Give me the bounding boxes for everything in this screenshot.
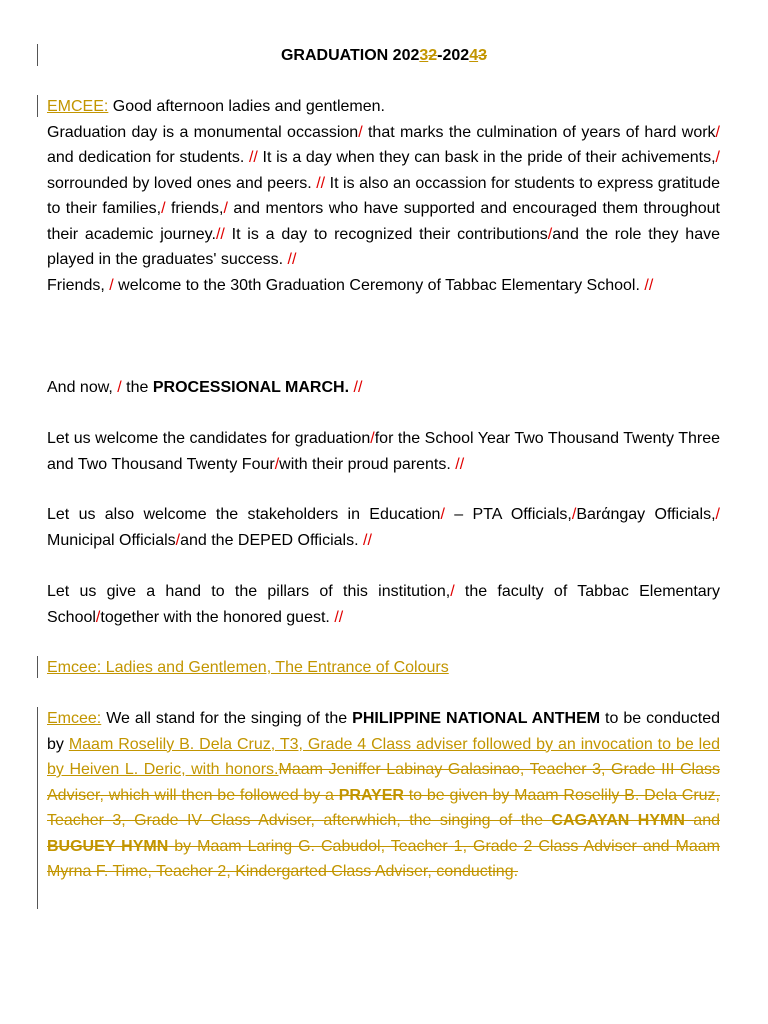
pause-mark: / bbox=[95, 608, 101, 626]
pause-mark: / bbox=[440, 506, 445, 523]
paragraph-text: and mentors who have supported and encouraged them throughout their academic journey. bbox=[47, 200, 721, 243]
pause-mark: / bbox=[109, 276, 114, 294]
pause-mark: / bbox=[450, 583, 455, 600]
pause-mark: / bbox=[223, 200, 228, 217]
deleted-text: PRAYER bbox=[338, 786, 404, 804]
paragraph-text: and dedication for students. bbox=[47, 149, 249, 166]
paragraph-text: It is a day when they can bask in the pride of their achivements, bbox=[257, 149, 716, 166]
pause-mark: / bbox=[571, 506, 577, 523]
paragraph-text: friends, bbox=[165, 200, 224, 217]
stakeholders-paragraph bbox=[47, 502, 720, 553]
paragraph-text: And now, bbox=[47, 379, 118, 396]
pause-mark: // bbox=[644, 276, 654, 294]
pause-mark: // bbox=[363, 531, 372, 549]
deleted-text: BUGUEY HYMN bbox=[47, 837, 169, 855]
processional-paragraph bbox=[47, 375, 720, 401]
document-title bbox=[0, 45, 768, 67]
paragraph-text: – PTA Officials, bbox=[444, 506, 572, 523]
pause-mark: / bbox=[161, 200, 166, 217]
paragraph-text: Municipal Officials bbox=[47, 531, 176, 549]
paragraph-text: It is also an occassion for students to express gratitude to their families, bbox=[47, 174, 720, 217]
paragraph-text: the faculty of Tabbac Elementary School bbox=[47, 583, 721, 626]
pause-mark: // bbox=[353, 379, 363, 396]
deleted-text: by Maam Laring G. Cabudol, Teacher 1, Grade 2 Class Adviser and Maam Myrna F. Time, Teacher 2, Kindergarted Class Adviser, conducting. bbox=[47, 837, 721, 880]
paragraph-text: Graduation day is a monumental occassion bbox=[47, 123, 359, 141]
deleted-text: and bbox=[684, 812, 721, 829]
pause-mark: / bbox=[274, 455, 280, 473]
pause-mark: / bbox=[370, 430, 375, 447]
deleted-text: 2 bbox=[428, 47, 438, 64]
change-bar bbox=[37, 95, 38, 117]
title-text: -202 bbox=[437, 47, 470, 64]
pause-mark: / bbox=[715, 149, 720, 166]
opening-paragraph bbox=[47, 94, 720, 298]
emcee-label: EMCEE: bbox=[47, 98, 109, 115]
pause-mark: / bbox=[547, 225, 553, 243]
emphasis-text: PROCESSIONAL MARCH. bbox=[152, 379, 350, 396]
paragraph-text: to be conducted by bbox=[47, 710, 721, 753]
paragraph-text: together with the honored guest. bbox=[100, 608, 335, 626]
deleted-text: Maam Jeniffer Labinay Galasinao, Teacher 3, Grade III Class Adviser, which will then be followed by a bbox=[47, 761, 721, 804]
deleted-text: 3 bbox=[478, 47, 488, 64]
paragraph-text: sorrounded by loved ones and peers. bbox=[47, 174, 317, 192]
paragraph-text: It is a day to recognized their contributions bbox=[224, 225, 548, 243]
pause-mark: // bbox=[287, 251, 297, 268]
deleted-text: to be given by Maam Roselily B. Dela Cruz, Teacher 3, Grade IV Class Adviser, afterwhich, the singing of the bbox=[47, 786, 720, 829]
change-bar bbox=[37, 656, 38, 678]
inserted-text: Maam Roselily B. Dela Cruz, T3, Grade 4 Class adviser followed by an invocation to be led by Heiven L. Deric, with honors. bbox=[47, 735, 721, 778]
pause-mark: // bbox=[316, 174, 326, 192]
pause-mark: / bbox=[715, 506, 720, 523]
anthem-paragraph bbox=[47, 706, 720, 885]
pause-mark: / bbox=[358, 123, 363, 141]
pause-mark: / bbox=[715, 123, 720, 141]
paragraph-text: Good afternoon ladies and gentlemen. bbox=[108, 98, 385, 115]
pause-mark: / bbox=[175, 531, 181, 549]
paragraph-text: Barάngay Officials, bbox=[576, 506, 716, 523]
paragraph-text: welcome to the 30th Graduation Ceremony of Tabbac Elementary School. bbox=[113, 276, 645, 294]
pause-mark: // bbox=[215, 225, 225, 243]
pause-mark: / bbox=[117, 379, 122, 396]
paragraph-text: for the School Year Two Thousand Twenty Three and Two Thousand Twenty Four bbox=[47, 430, 721, 473]
emphasis-text: PHILIPPINE NATIONAL ANTHEM bbox=[352, 710, 601, 727]
paragraph-text: Friends, bbox=[47, 276, 110, 294]
change-bar bbox=[37, 707, 38, 909]
paragraph-text: Let us welcome the candidates for graduation bbox=[47, 430, 371, 447]
emcee-label: Emcee: bbox=[47, 710, 102, 727]
paragraph-text: We all stand for the singing of the bbox=[101, 710, 353, 727]
faculty-paragraph bbox=[47, 579, 720, 630]
paragraph-text: and the role they have played in the graduates' success. bbox=[47, 225, 720, 268]
inserted-text: 3 bbox=[419, 47, 429, 64]
paragraph-text: the bbox=[121, 379, 153, 396]
candidates-paragraph bbox=[47, 426, 720, 477]
pause-mark: // bbox=[455, 455, 465, 473]
inserted-text: 4 bbox=[469, 47, 479, 64]
paragraph-text: and the DEPED Officials. bbox=[180, 531, 363, 549]
colours-paragraph bbox=[47, 655, 720, 681]
pause-mark: // bbox=[334, 608, 344, 626]
paragraph-text: that marks the culmination of years of hard work bbox=[362, 123, 716, 141]
inserted-text: Emcee: Ladies and Gentlemen, The Entrance of Colours bbox=[47, 659, 449, 676]
paragraph-text: Let us give a hand to the pillars of this institution, bbox=[47, 583, 451, 600]
paragraph-text: with their proud parents. bbox=[279, 455, 456, 473]
paragraph-text: Let us also welcome the stakeholders in Education bbox=[47, 506, 441, 523]
title-text: GRADUATION 202 bbox=[280, 47, 420, 64]
deleted-text: CAGAYAN HYMN bbox=[551, 812, 685, 829]
pause-mark: // bbox=[248, 149, 258, 166]
